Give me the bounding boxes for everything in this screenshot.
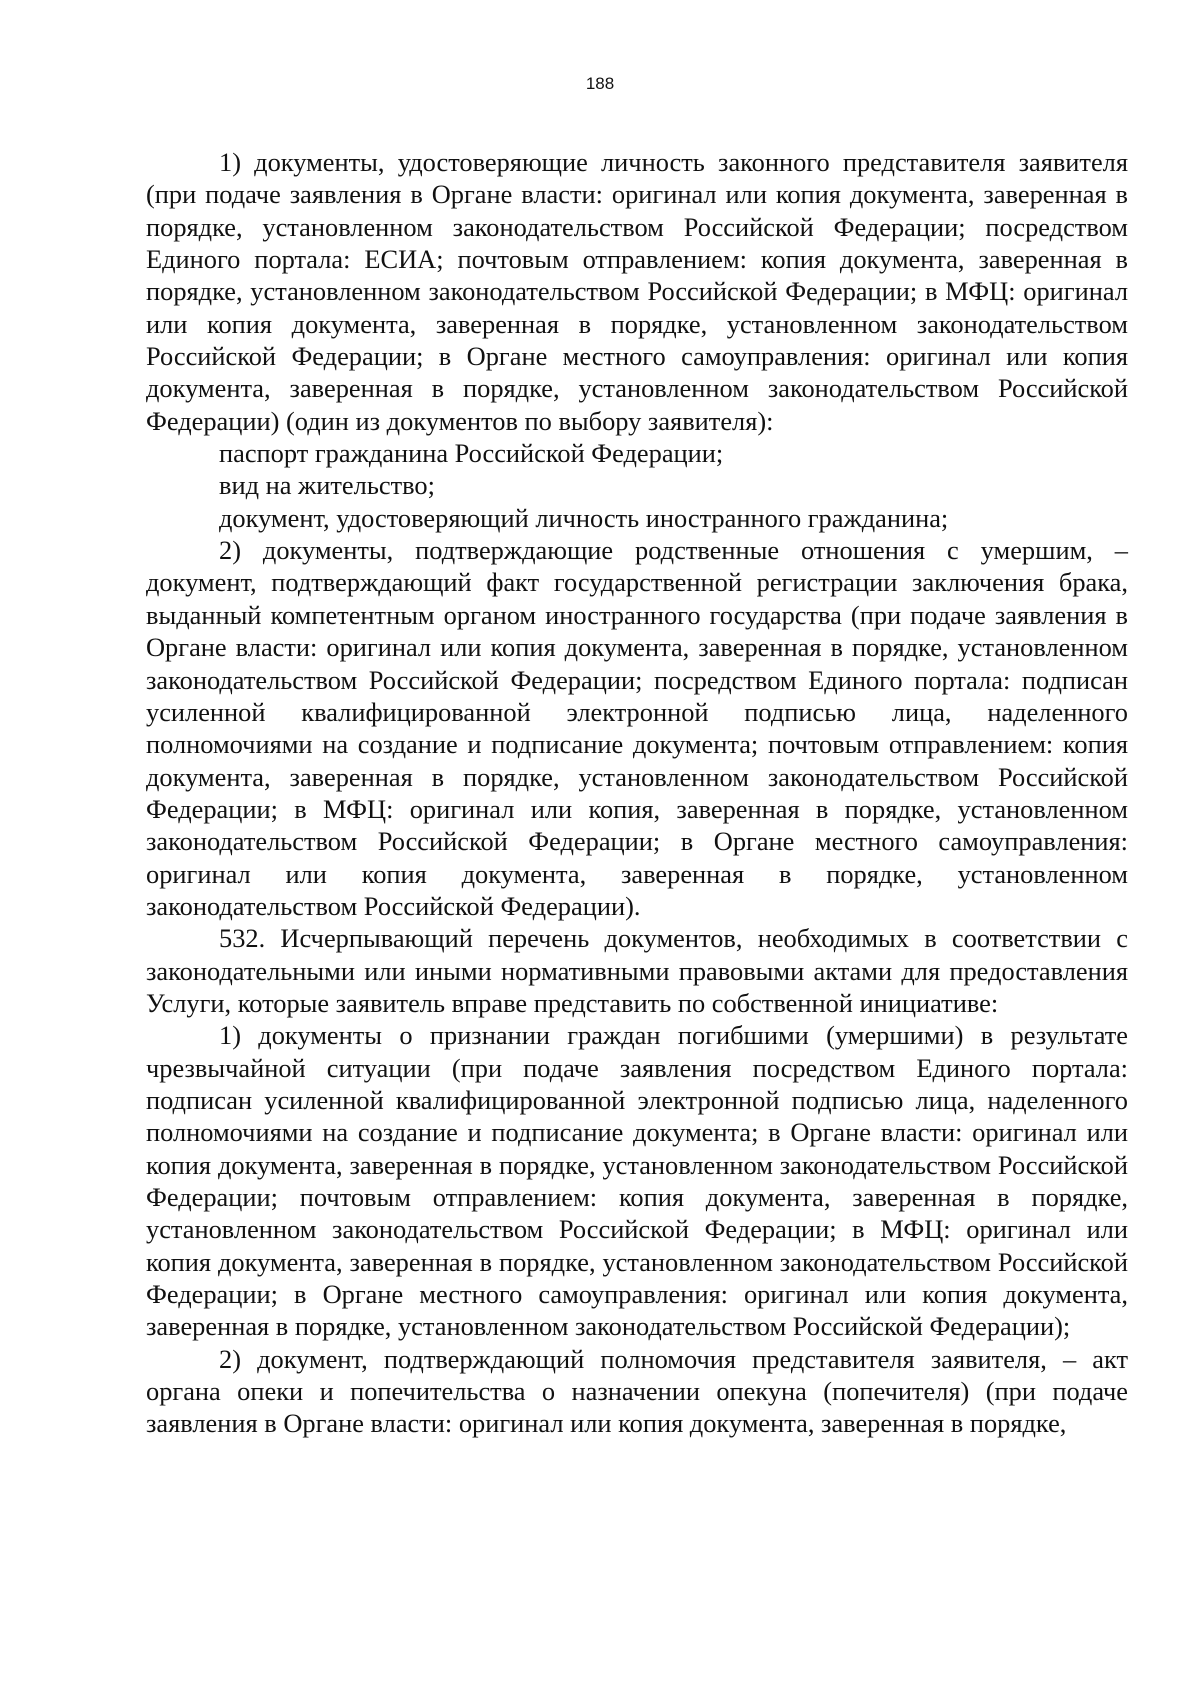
list-item-residence-permit: вид на жительство;: [219, 470, 435, 501]
list-item-passport: паспорт гражданина Российской Федерации;: [219, 438, 724, 469]
list-item-foreign-id: документ, удостоверяющий личность иностранного гражданина;: [219, 502, 949, 533]
paragraph-item-2-guardianship-act: 2) документ, подтверждающий полномочия представителя заявителя, – акт органа опеки и попечительства о назначении опекуна (попечителя) (при подаче заявления в Органе власти: оригинал или копия документа, заверенная в порядке,: [146, 1343, 1128, 1439]
paragraph-item-2-kinship-documents: 2) документы, подтверждающие родственные отношения с умершим, – документ, подтверждающий факт государственной регистрации заключения брака, выданный компетентным органом иностранного государства (при подаче заявления в Органе власти: оригинал или копия документа, заверенная в порядке, установленном законодательством Российской Федерации; посредством Единого портала: подписан усиленной квалифицированной электронной подписью лица, наделенного полномочиями на создание и подписание документа; почтовым отправлением: копия документа, заверенная в порядке, установленном законодательством Российской Федерации; в МФЦ: оригинал или копия, заверенная в порядке, установленном законодательством Российской Федерации; в Органе местного самоуправления: оригинал или копия документа, заверенная в порядке, установленном законодательством Российской Федерации).: [146, 535, 1128, 921]
paragraph-item-1-identity-documents: 1) документы, удостоверяющие личность законного представителя заявителя (при подаче заявления в Органе власти: оригинал или копия документа, заверенная в порядке, установленном законодательством Российской Федерации; посредством Единого портала: ЕСИА; почтовым отправлением: копия документа, заверенная в порядке, установленном законодательством Российской Федерации; в МФЦ: оригинал или копия документа, заверенная в порядке, установленном законодательством Российской Федерации; в Органе местного самоуправления: оригинал или копия документа, заверенная в порядке, установленном законодательством Российской Федерации) (один из документов по выбору заявителя):: [146, 147, 1128, 436]
paragraph-532-optional-documents: 532. Исчерпывающий перечень документов, необходимых в соответствии с законодательными или иными нормативными правовыми актами для предоставления Услуги, которые заявитель вправе представить по собственной инициативе:: [146, 923, 1128, 1018]
paragraph-item-1-death-recognition: 1) документы о признании граждан погибшими (умершими) в результате чрезвычайной ситуации (при подаче заявления посредством Единого портала: подписан усиленной квалифицированной электронной подписью лица, наделенного полномочиями на создание и подписание документа; в Органе власти: оригинал или копия документа, заверенная в порядке, установленном законодательством Российской Федерации; почтовым отправлением: копия документа, заверенная в порядке, установленном законодательством Российской Федерации; в МФЦ: оригинал или копия документа, заверенная в порядке, установленном законодательством Российской Федерации; в Органе местного самоуправления: оригинал или копия документа, заверенная в порядке, установленном законодательством Российской Федерации);: [146, 1020, 1128, 1342]
document-body: [146, 146, 1128, 1440]
page-number: 188: [585, 74, 615, 93]
